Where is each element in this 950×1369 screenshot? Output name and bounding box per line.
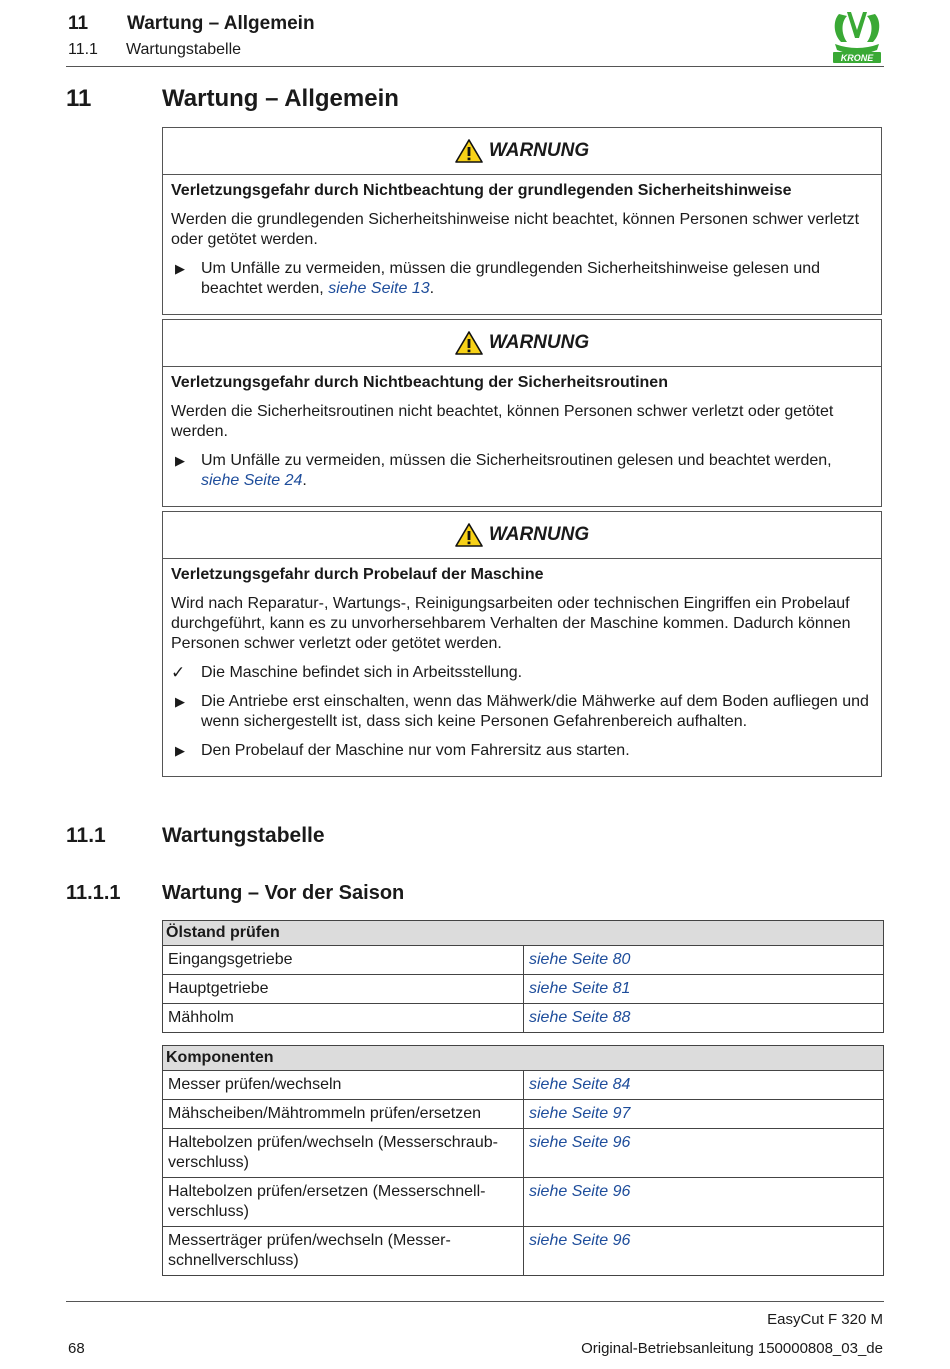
table-row [163,1227,884,1276]
checkmark-icon: ✓ [171,663,186,682]
page-link[interactable]: siehe Seite 97 [524,1100,884,1129]
warning-action [171,741,873,761]
footer-document-id: Original-Betriebsanleitung 150000808_03_de [581,1340,883,1357]
table-row [163,946,884,975]
table-row [163,1100,884,1129]
header-section-number: 11.1 [68,41,98,58]
header-chapter-title: Wartung – Allgemein [127,13,315,34]
triangle-bullet-icon: ▶ [175,453,185,468]
warning-triangle-icon [455,523,483,547]
subsection-title: Wartung – Vor der Saison [162,882,405,904]
warning-action-text: Um Unfälle zu vermeiden, müssen die Sicherheitsroutinen gelesen und beachtet werden, [201,452,832,469]
page-link[interactable]: siehe Seite 24 [201,472,303,489]
warning-action-suffix: . [429,280,435,297]
page-link[interactable]: siehe Seite 80 [524,946,884,975]
warning-title: Verletzungsgefahr durch Nichtbeachtung der Sicherheitsroutinen [171,374,668,391]
chapter-number: 11 [66,85,92,112]
warning-label: WARNUNG [488,332,590,353]
task-cell: Hauptgetriebe [163,975,524,1004]
task-cell: Messerträger prüfen/wechseln (Messer-schnellverschluss) [163,1227,524,1276]
warning-box [162,319,882,507]
warning-title: Verletzungsgefahr durch Probelauf der Maschine [171,566,544,583]
warning-triangle-icon [455,331,483,355]
triangle-bullet-icon: ▶ [175,261,185,276]
warning-box [162,127,882,315]
precondition-text: Die Maschine befindet sich in Arbeitsstellung. [201,664,523,681]
page-link[interactable]: siehe Seite 96 [524,1178,884,1227]
warning-action-text: Um Unfälle zu vermeiden, müssen die grundlegenden Sicherheitshinweise gelesen und beachtet werden, [201,260,821,297]
warning-header [163,320,881,367]
footer-divider [66,1301,884,1302]
warning-action-text: Den Probelauf der Maschine nur vom Fahrersitz aus starten. [201,742,630,759]
subsection-number: 11.1.1 [66,882,121,904]
table-header: Ölstand prüfen [163,921,884,946]
warning-action [171,259,873,299]
table-row [163,1071,884,1100]
warning-label: WARNUNG [488,140,590,161]
warning-action-suffix: . [302,472,307,489]
table-row [163,975,884,1004]
page-link[interactable]: siehe Seite 96 [524,1227,884,1276]
page-link[interactable]: siehe Seite 13 [328,280,430,297]
warning-text: Werden die Sicherheitsroutinen nicht beachtet, können Personen schwer verletzt oder getötet werden. [171,403,834,440]
krone-logo [829,8,885,64]
triangle-bullet-icon: ▶ [175,694,185,709]
task-cell: Haltebolzen prüfen/wechseln (Messerschraub-verschluss) [163,1129,524,1178]
table-row [163,1129,884,1178]
warning-action [171,692,873,732]
warning-precondition [171,663,873,683]
page-link[interactable]: siehe Seite 96 [524,1129,884,1178]
warning-box [162,511,882,777]
table-row [163,1004,884,1033]
task-cell: Haltebolzen prüfen/ersetzen (Messerschnell-verschluss) [163,1178,524,1227]
task-cell: Mähscheiben/Mähtrommeln prüfen/ersetzen [163,1100,524,1129]
warning-label: WARNUNG [488,524,590,545]
triangle-bullet-icon: ▶ [175,743,185,758]
page-link[interactable]: siehe Seite 84 [524,1071,884,1100]
task-cell: Messer prüfen/wechseln [163,1071,524,1100]
header-chapter-number: 11 [68,13,89,34]
warning-text: Werden die grundlegenden Sicherheitshinweise nicht beachtet, können Personen schwer verletzt oder getötet werden. [171,211,860,248]
page-number: 68 [68,1340,85,1357]
page-link[interactable]: siehe Seite 88 [524,1004,884,1033]
task-cell: Mähholm [163,1004,524,1033]
page-link[interactable]: siehe Seite 81 [524,975,884,1004]
section-number: 11.1 [66,824,106,847]
warning-action [171,451,873,491]
table-header: Komponenten [163,1046,884,1071]
maintenance-table-components [162,1045,884,1276]
table-row [163,1178,884,1227]
warning-action-text: Die Antriebe erst einschalten, wenn das Mähwerk/die Mähwerke auf dem Boden aufliegen und wenn sichergestellt ist, dass sich keine Personen Gefahrenbereich aufhalten. [201,693,869,730]
task-cell: Eingangsgetriebe [163,946,524,975]
chapter-title: Wartung – Allgemein [162,85,399,112]
header-divider [66,66,884,67]
footer-model: EasyCut F 320 M [767,1311,883,1328]
warning-header [163,128,881,175]
section-title: Wartungstabelle [162,824,325,847]
warning-title: Verletzungsgefahr durch Nichtbeachtung der grundlegenden Sicherheitshinweise [171,182,792,199]
logo-text: KRONE [840,53,874,63]
warning-header [163,512,881,559]
maintenance-table-oil [162,920,884,1033]
warning-text: Wird nach Reparatur-, Wartungs-, Reinigungsarbeiten oder technischen Eingriffen ein Probelauf durchgeführt, kann es zu unvorhersehbarem Verhalten der Maschine kommen. Dadurch können Personen schwer verletzt oder getötet werden. [171,595,851,652]
header-section-title: Wartungstabelle [126,41,242,58]
warning-triangle-icon [455,139,483,163]
